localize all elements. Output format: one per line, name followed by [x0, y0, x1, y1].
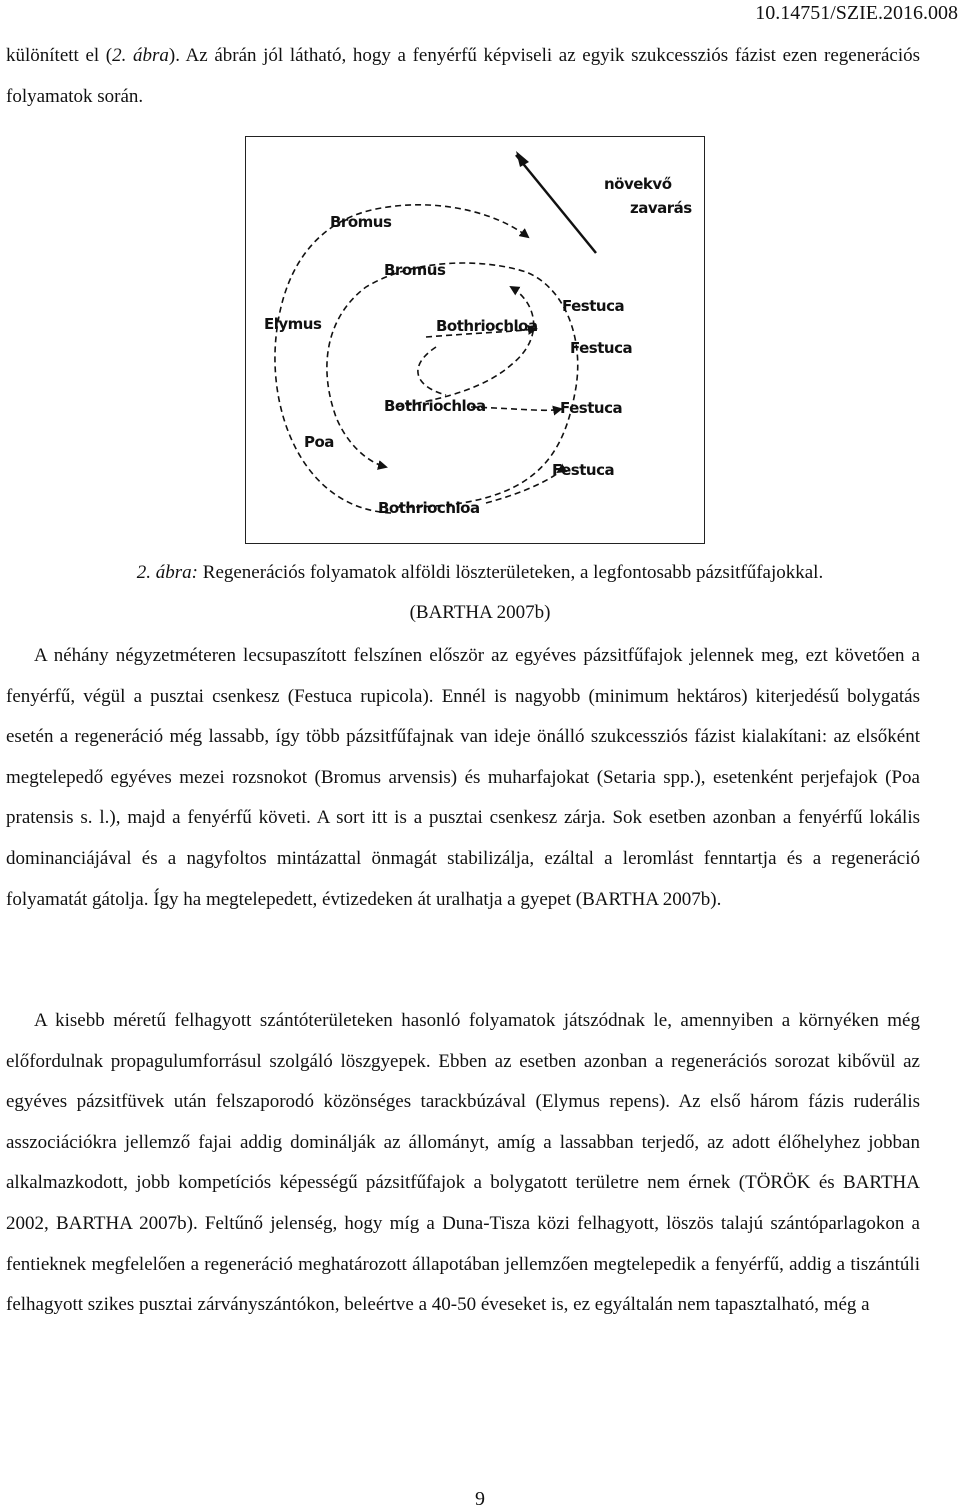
- intro-text: különített el (: [6, 45, 113, 66]
- caption-text: Regenerációs folyamatok alföldi löszterületeken, a legfontosabb pázsitfűfajokkal.: [198, 562, 824, 583]
- spiral-inner-link: [418, 347, 446, 395]
- intro-paragraph: [6, 36, 920, 117]
- intro-text-rest: ). Az ábrán jól látható, hogy a fenyérfű képviseli az egyik szukcessziós fázist ezen regenerációs folyamatok során.: [6, 45, 920, 107]
- page-number: 9: [475, 1488, 485, 1510]
- label-festuca-3: Festuca: [560, 399, 623, 417]
- body-paragraph-2: A kisebb méretű felhagyott szántóterületeken hasonló folyamatok játszódnak le, amennyiben a környéken még előfordulnak propagulumforrásul szolgáló löszgyepek. Ebben az esetben azonban a regenerációs sorozat kibővül az egyéves pázsitfüvek után felszaporodó közönséges tarackbúzával (Elymus repens). Az első három fázis ruderális asszociációkra jellemző fajai addig dominálják az állományt, amíg a lassabban terjedő, az adott élőhelyhez jobban alkalmazkodott, jobb kompetíciós képességű pázsitfűfajok a bolygatott területre nem érnek (TÖRÖK és BARTHA 2002, BARTHA 2007b). Feltűnő jelenség, hogy míg a Duna-Tisza közi felhagyott, löszös talajú szántóparlagokon a fentieknek megfelelően a regeneráció meghatározott állapotában jellemzően megtelepedik a fenyérfű, addig a tiszántúli felhagyott szikes pusztai zárványszántókon, beleértve a 40-50 éveseket is, ez egyáltalán nem tapasztalható, még a: [6, 1010, 920, 1316]
- figure-caption: [0, 562, 960, 584]
- label-elymus: Elymus: [264, 315, 322, 333]
- label-bothriochloa-3: Bothriochloa: [378, 499, 480, 517]
- disturbance-arrow: [516, 155, 596, 253]
- spiral-third: [396, 287, 534, 407]
- label-bothriochloa-2: Bothriochloa: [384, 397, 486, 415]
- label-festuca-4: Festuca: [552, 461, 615, 479]
- label-bothriochloa-1: Bothriochloa: [436, 317, 538, 335]
- caption-number: 2. ábra:: [136, 562, 199, 583]
- spiral-outer: [275, 205, 528, 513]
- label-bromus-inner: Bromus: [384, 261, 446, 279]
- intro-figure-ref: 2. ábra: [112, 45, 169, 66]
- body-paragraph-1: A néhány négyzetméteren lecsupaszított felszínen először az egyéves pázsitfűfajok jelennek meg, ezt követően a fenyérfű, végül a pusztai csenkesz (Festuca rupicola). Ennél is nagyobb (minimum hektáros) kiterjedésű bolygatás esetén a regeneráció még lassabb, így több pázsitfűfajnak van ideje önálló szukcessziós fázist kialakítani: az elsőként megtelepedő egyéves mezei rozsnokot (Bromus arvensis) és muharfajokat (Setaria spp.), esetenként perjefajok (Poa pratensis s. l.), majd a fenyérfű követi. A sort itt is a pusztai csenkesz zárja. Sok esetben azonban a fenyérfű lokális dominanciájával és a nagyfoltos mintázattal önmagát stabilizálja, ezáltal a leromlást fenntartja és a regeneráció folyamatát gátolja. Így ha megtelepedett, évtizedeken át uralhatja a gyepet (BARTHA 2007b).: [6, 645, 920, 910]
- label-festuca-2: Festuca: [570, 339, 633, 357]
- regeneration-figure: [245, 136, 705, 544]
- spiral-bottom-link: [486, 471, 560, 503]
- doi-header: 10.14751/SZIE.2016.008: [755, 2, 958, 24]
- label-festuca-1: Festuca: [562, 297, 625, 315]
- spiral-second: [327, 263, 578, 507]
- label-poa: Poa: [304, 433, 334, 451]
- caption-source: (BARTHA 2007b): [409, 602, 551, 623]
- label-disturbance-1: növekvő: [604, 175, 672, 193]
- label-disturbance-2: zavarás: [630, 199, 692, 217]
- label-bromus-outer: Bromus: [330, 213, 392, 231]
